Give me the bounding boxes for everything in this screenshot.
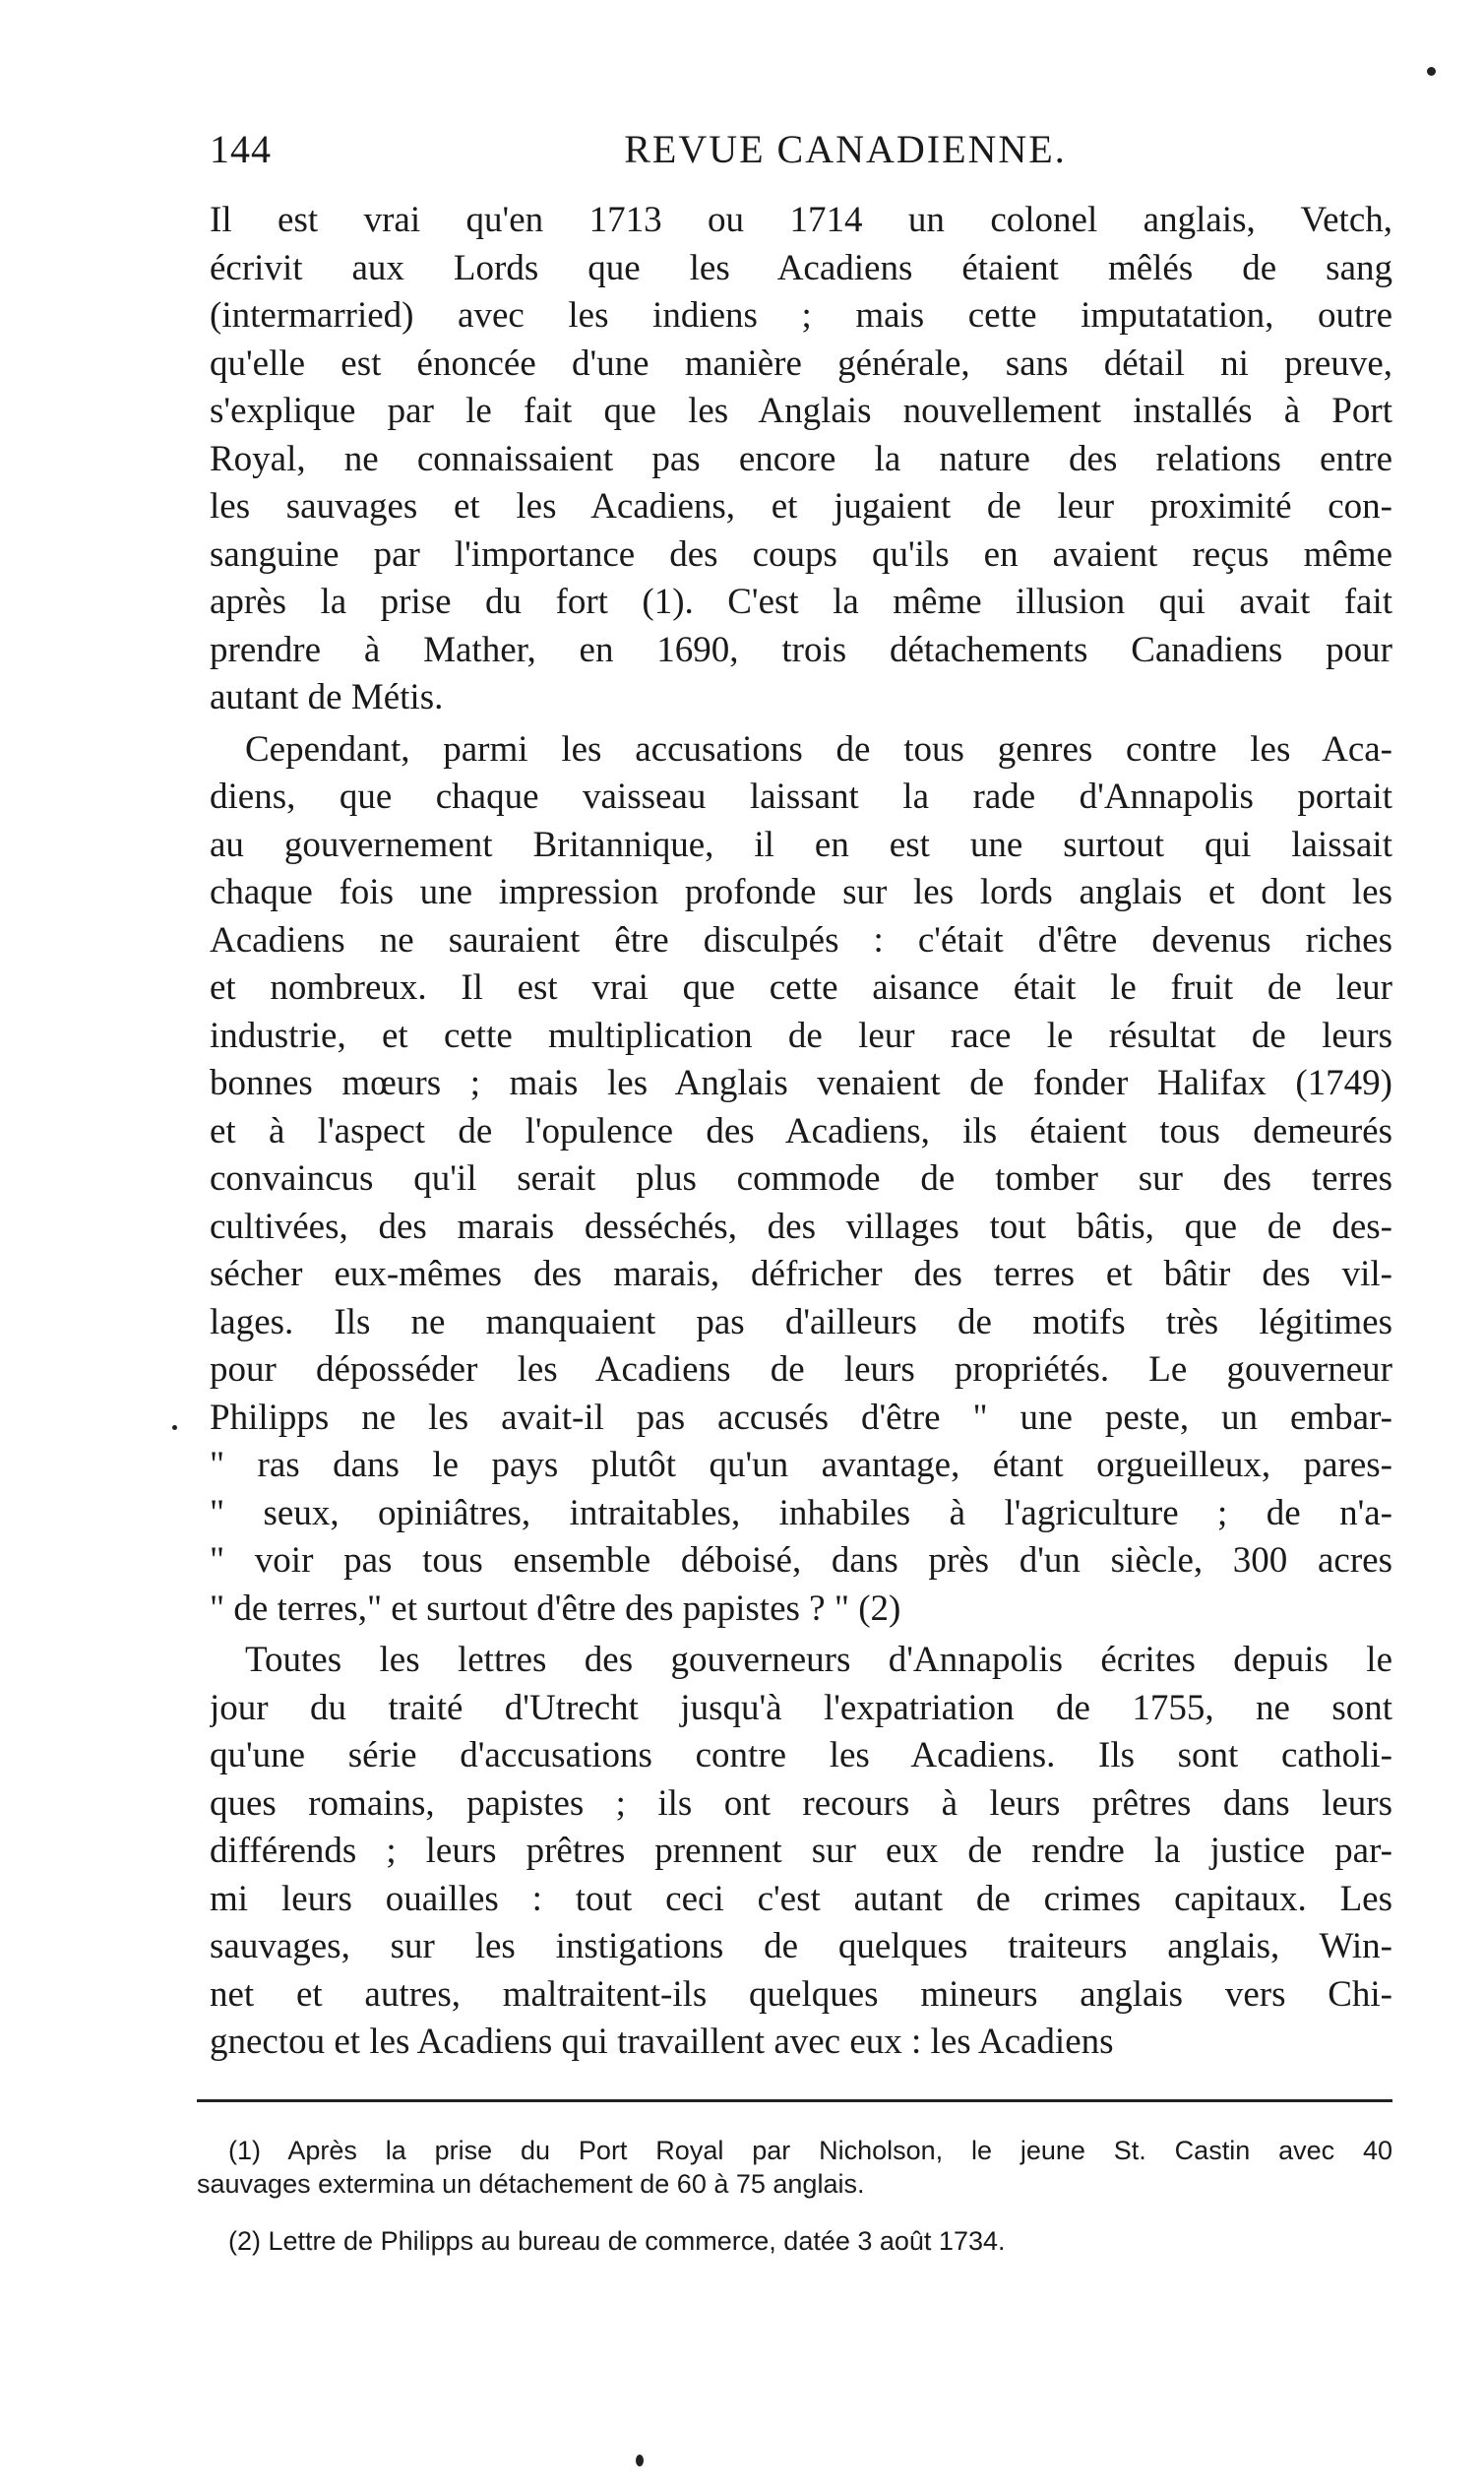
text-line: " ras dans le pays plutôt qu'un avantage, étant orgueilleux, pares- (210, 1445, 1392, 1485)
text-line: Il est vrai qu'en 1713 ou 1714 un colonel anglais, Vetch, (210, 200, 1392, 240)
page-header (210, 126, 1392, 175)
text-line: (intermarried) avec les indiens ; mais cette imputatation, outre (210, 295, 1392, 336)
text-line: Philipps ne les avait-il pas accusés d'être " une peste, un embar- (210, 1397, 1392, 1438)
text-line: cultivées, des marais desséchés, des villages tout bâtis, que de des- (210, 1206, 1392, 1247)
text-line: sécher eux-mêmes des marais, défricher des terres et bâtir des vil- (210, 1254, 1392, 1294)
text-line: qu'elle est énoncée d'une manière générale, sans détail ni preuve, (210, 342, 1392, 384)
text-line: " de terres," et surtout d'être des papistes ? " (2) (210, 1587, 901, 1629)
margin-speck (636, 2455, 644, 2466)
body-text (210, 197, 1392, 2071)
text-line: chaque fois une impression profonde sur les lords anglais et dont les (210, 872, 1392, 912)
page-number: 144 (210, 127, 272, 171)
text-line: et à l'aspect de l'opulence des Acadiens, ils étaient tous demeurés (210, 1110, 1392, 1152)
text-line: lages. Ils ne manquaient pas d'ailleurs de motifs très légitimes (210, 1301, 1392, 1342)
text-line: " seux, opiniâtres, intraitables, inhabiles à l'agriculture ; de n'a- (210, 1492, 1392, 1533)
footnote (197, 2224, 1392, 2258)
text-line: ques romains, papistes ; ils ont recours à leurs prêtres dans leurs (210, 1782, 1392, 1824)
text-line: prendre à Mather, en 1690, trois détachements Canadiens pour (210, 629, 1392, 670)
text-line: industrie, et cette multiplication de leur race le résultat de leurs (210, 1015, 1392, 1056)
text-line: net et autres, maltraitent-ils quelques mineurs anglais vers Chi- (210, 1973, 1392, 2015)
text-line: sanguine par l'importance des coups qu'ils en avaient reçus même (210, 533, 1392, 575)
text-line: jour du traité d'Utrecht jusqu'à l'expatriation de 1755, ne sont (210, 1687, 1392, 1728)
footnote (197, 2134, 1392, 2201)
text-line: " voir pas tous ensemble déboisé, dans près d'un siècle, 300 acres (210, 1540, 1392, 1581)
text-line: convaincus qu'il serait plus commode de tomber sur des terres (210, 1158, 1392, 1199)
paragraph (210, 1637, 1392, 2067)
footnote-line: sauvages extermina un détachement de 60 à 75 anglais. (197, 2169, 865, 2199)
text-line: Royal, ne connaissaient pas encore la nature des relations entre (210, 438, 1392, 479)
running-title: REVUE CANADIENNE. (624, 127, 1067, 171)
text-line: diens, que chaque vaisseau laissant la rade d'Annapolis portait (210, 777, 1392, 817)
text-line: bonnes mœurs ; mais les Anglais venaient de fonder Halifax (1749) (210, 1063, 1392, 1103)
text-line: les sauvages et les Acadiens, et jugaient de leur proximité con- (210, 486, 1392, 527)
text-line: s'explique par le fait que les Anglais nouvellement installés à Port (210, 391, 1392, 431)
margin-speck (1427, 67, 1436, 76)
text-line: autant de Métis. (210, 677, 444, 717)
text-line: et nombreux. Il est vrai que cette aisance était le fruit de leur (210, 967, 1392, 1008)
footnote-rule (197, 2099, 1392, 2102)
paragraph (210, 726, 1392, 1634)
text-line: Acadiens ne sauraient être disculpés : c'était d'être devenus riches (210, 919, 1392, 961)
text-line: au gouvernement Britannique, il en est une surtout qui laissait (210, 824, 1392, 865)
text-line: pour déposséder les Acadiens de leurs propriétés. Le gouverneur (210, 1349, 1392, 1390)
footnote-line: (1) Après la prise du Port Royal par Nicholson, le jeune St. Castin avec 40 (228, 2136, 1392, 2165)
text-line: mi leurs ouailles : tout ceci c'est autant de crimes capitaux. Les (210, 1878, 1392, 1919)
text-line: Cependant, parmi les accusations de tous genres contre les Aca- (245, 728, 1392, 770)
text-line: Toutes les lettres des gouverneurs d'Annapolis écrites depuis le (245, 1640, 1392, 1680)
text-line: après la prise du fort (1). C'est la même illusion qui avait fait (210, 582, 1392, 622)
text-line: sauvages, sur les instigations de quelques traiteurs anglais, Win- (210, 1926, 1392, 1966)
footnotes (197, 2134, 1392, 2281)
margin-speck (172, 1425, 177, 1430)
text-line: écrivit aux Lords que les Acadiens étaient mêlés de sang (210, 247, 1392, 288)
text-line: qu'une série d'accusations contre les Acadiens. Ils sont catholi- (210, 1735, 1392, 1775)
text-line: gnectou et les Acadiens qui travaillent avec eux : les Acadiens (210, 2022, 1114, 2062)
paragraph (210, 197, 1392, 722)
footnote-line: (2) Lettre de Philipps au bureau de commerce, datée 3 août 1734. (228, 2226, 1006, 2256)
text-line: différends ; leurs prêtres prennent sur eux de rendre la justice par- (210, 1831, 1392, 1871)
